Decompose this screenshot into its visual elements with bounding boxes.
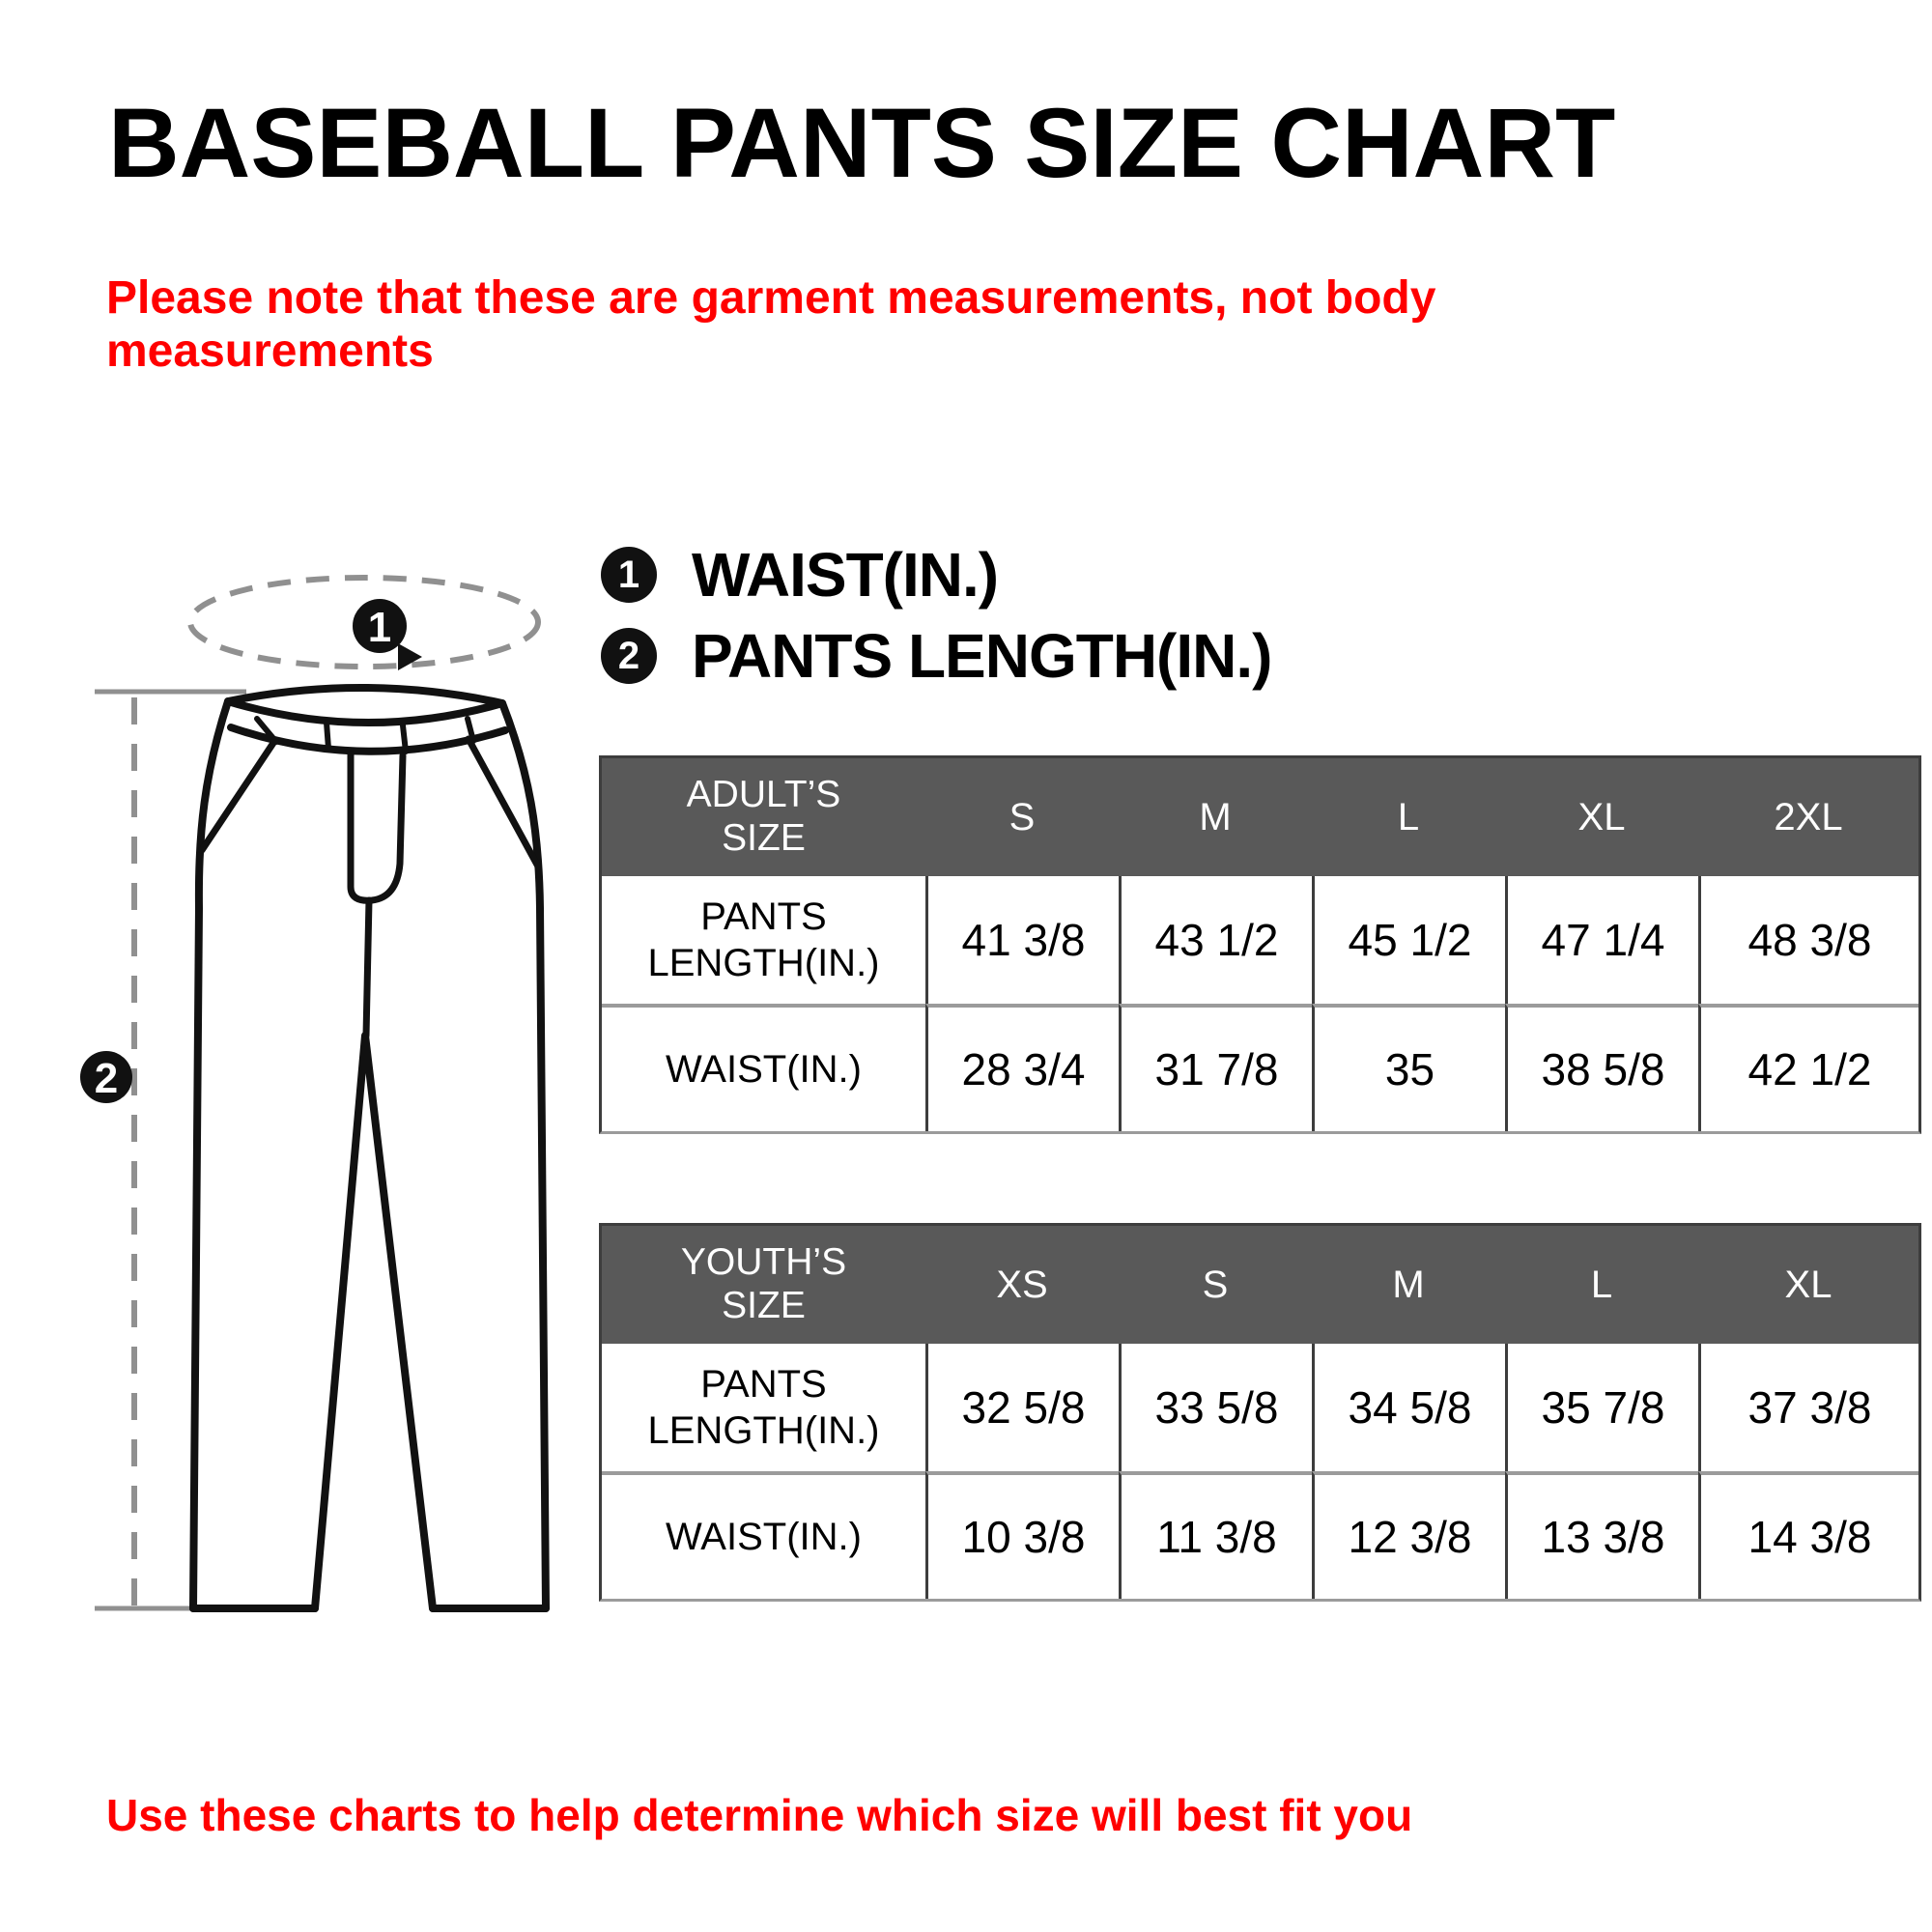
column-header: 2XL [1698, 758, 1918, 876]
table-cell: 41 3/8 [925, 876, 1119, 1004]
size-fit-note: Use these charts to help determine which size will best fit you [106, 1790, 1413, 1840]
table-cell: 31 7/8 [1119, 1004, 1312, 1131]
column-header: M [1312, 1226, 1505, 1344]
column-header: S [925, 758, 1119, 876]
table-cell: 28 3/4 [925, 1004, 1119, 1131]
youths-size-table [599, 1223, 1921, 1602]
pants-measurement-figure [39, 531, 599, 1652]
column-header: XS [925, 1226, 1119, 1344]
column-header: L [1312, 758, 1505, 876]
table-cell: 32 5/8 [925, 1344, 1119, 1471]
table-cell: 14 3/8 [1698, 1471, 1918, 1599]
column-header: M [1119, 758, 1312, 876]
measurement-legend [601, 540, 1272, 709]
row-label: PANTS LENGTH(IN.) [602, 1344, 925, 1471]
row-label: WAIST(IN.) [602, 1004, 925, 1131]
page-title: BASEBALL PANTS SIZE CHART [108, 88, 1616, 198]
table-cell: 33 5/8 [1119, 1344, 1312, 1471]
table-cell: 35 [1312, 1004, 1505, 1131]
legend-badge-2: 2 [601, 628, 657, 684]
table-cell: 43 1/2 [1119, 876, 1312, 1004]
row-label: PANTS LENGTH(IN.) [602, 876, 925, 1004]
pants-outline [193, 688, 546, 1608]
table-cell: 48 3/8 [1698, 876, 1918, 1004]
table-cell: 35 7/8 [1505, 1344, 1698, 1471]
table-corner-header: YOUTH’S SIZE [602, 1226, 925, 1344]
garment-measurement-note: Please note that these are garment measurements, not body measurements [106, 272, 1436, 377]
table-cell: 45 1/2 [1312, 876, 1505, 1004]
legend-badge-1: 1 [601, 547, 657, 603]
legend-label-waist: WAIST(IN.) [692, 540, 999, 610]
legend-item-length [601, 621, 1272, 691]
table-cell: 12 3/8 [1312, 1471, 1505, 1599]
legend-label-length: PANTS LENGTH(IN.) [692, 621, 1272, 691]
adults-size-table [599, 755, 1921, 1134]
table-cell: 11 3/8 [1119, 1471, 1312, 1599]
waist-badge-number: 1 [367, 604, 392, 651]
column-header: XL [1505, 758, 1698, 876]
column-header: L [1505, 1226, 1698, 1344]
table-corner-header: ADULT’S SIZE [602, 758, 925, 876]
table-cell: 10 3/8 [925, 1471, 1119, 1599]
table-cell: 42 1/2 [1698, 1004, 1918, 1131]
table-cell: 38 5/8 [1505, 1004, 1698, 1131]
legend-item-waist [601, 540, 1271, 610]
table-cell: 13 3/8 [1505, 1471, 1698, 1599]
column-header: S [1119, 1226, 1312, 1344]
length-badge-number: 2 [94, 1055, 119, 1102]
table-cell: 34 5/8 [1312, 1344, 1505, 1471]
table-cell: 47 1/4 [1505, 876, 1698, 1004]
row-label: WAIST(IN.) [602, 1471, 925, 1599]
column-header: XL [1698, 1226, 1918, 1344]
table-cell: 37 3/8 [1698, 1344, 1918, 1471]
